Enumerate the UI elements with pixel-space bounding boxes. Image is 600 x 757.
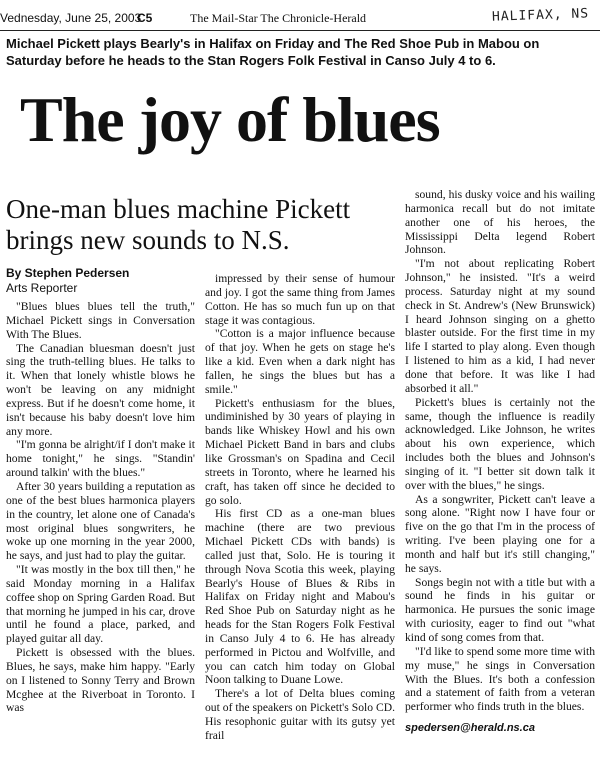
- paragraph: After 30 years building a reputation as one of the best blues harmonica players in the country, let alone one of Canada's most original blues songwriters, he woke up one morning in the year 2000, he says, and just had to play the guitar.: [6, 479, 195, 563]
- header-rule: [0, 30, 600, 31]
- paragraph: The Canadian bluesman doesn't just sing the truth-telling blues. He talks to it. When that lonely whistle blows he won't be leaving on any midnight express. But if he doesn't come home, it isn't because his baby doesn't love him any more.: [6, 341, 195, 438]
- paragraph: Songs begin not with a title but with a sound he finds in his guitar or harmonica. He pursues the sonic image with curiosity, eager to find out "what kind of song comes from that.: [405, 575, 595, 644]
- article-headline: The joy of blues: [20, 84, 440, 155]
- paragraph: "I'd like to spend some more time with my muse," he sings in Conversation With the Blues. It's both a confession and a statement of faith from a veteran performer who finds truth in the blues.: [405, 644, 595, 714]
- text-column-1: [6, 300, 195, 715]
- paragraph: As a songwriter, Pickett can't leave a song alone. "Right now I have four or five on the go that I'm in the process of writing. I've been playing one for a month and half but it's still changing," he says.: [405, 492, 595, 575]
- newspaper-names: The Mail-Star The Chronicle-Herald: [190, 11, 367, 25]
- page-number: C5: [137, 11, 153, 25]
- issue-date: Vednesday, June 25, 2003: [0, 11, 142, 25]
- article-subhead: One-man blues machine Pickett brings new sounds to N.S.: [6, 194, 351, 255]
- paragraph: Pickett's enthusiasm for the blues, undiminished by 30 years of playing in bands like Whiskey Howl and his own Michael Pickett Band in bars and clubs like Grossman's on Spadina and Cecil streets in Toronto, where he learned his craft, has taken off since he decided to go solo.: [205, 396, 395, 507]
- paragraph: Pickett's blues is certainly not the same, though the influence is readily acknowledged. Like Johnson, he writes about his own experience, which includes both the blues and Johnson's singing of it. "I better sit down talk it over with the blues," he sings.: [405, 395, 595, 492]
- paragraph: "Blues blues blues tell the truth," Michael Pickett sings in Conversation With The Blues.: [6, 300, 195, 341]
- article-deck: Michael Pickett plays Bearly's in Halifax on Friday and The Red Shoe Pub in Mabou on Saturday before he heads to the Stan Rogers Folk Festival in Canso July 4 to 6.: [6, 36, 540, 68]
- page-header: [0, 8, 600, 28]
- paragraph: sound, his dusky voice and his wailing harmonica recall but do not imitate another one of his heroes, the Mississippi Delta legend Robert Johnson.: [405, 188, 595, 257]
- paragraph: There's a lot of Delta blues coming out of the speakers on Pickett's Solo CD. His resophonic guitar with its gutsy yet frail: [205, 687, 395, 742]
- byline-title: Arts Reporter: [6, 281, 78, 295]
- paragraph: "I'm not about replicating Robert Johnson," he insisted. "It's a weird process. Saturday night at my sound check in St. Andrew's (New Brunswick) I heard Johnson singing on a ghetto blaster outside. For the first time in my life I started to play along. Even though I listened to him as a kid, I had never done that before. It was like I had absorbed it all.": [405, 257, 595, 395]
- byline-author: By Stephen Pedersen: [6, 266, 130, 280]
- paragraph: His first CD as a one-man blues machine (there are two previous Michael Pickett CDs with bands) is called just that, Solo. He is touring it through Nova Scotia this week, playing Bearly's House of Blues & Ribs in Halifax on Friday night and Mabou's Red Shoe Pub on Saturday night as he heads for the Stan Rogers Folk Festival in Canso July 4 to 6. He has already performed in Pictou and Wolfville, and you can catch him today on Global Noon talking to Duane Lowe.: [205, 507, 395, 687]
- paragraph: Pickett is obsessed with the blues. Blues, he says, make him happy. "Early on I listened to Sonny Terry and Brown Mcghee at the Riverboat in Toronto. I was: [6, 646, 195, 715]
- text-column-3: [405, 188, 595, 736]
- byline: [6, 266, 196, 296]
- paragraph: "I'm gonna be alright/if I don't make it home tonight," he sings. "Standin' around talkin' with the blues.": [6, 438, 195, 480]
- handwritten-location-note: HALIFAX, NS: [491, 6, 590, 25]
- author-email: spedersen@herald.ns.ca: [405, 722, 535, 735]
- paragraph: impressed by their sense of humour and joy. I got the same thing from James Cotton. He has so much fun up on that stage it was contagious.: [205, 272, 395, 327]
- paragraph: "It was mostly in the box till then," he said Monday morning in a Halifax coffee shop on Spring Garden Road. But that morning he jumped in his car, drove until he found a place, parked, and played guitar all day.: [6, 563, 195, 646]
- text-column-2: [205, 272, 395, 743]
- paragraph: "Cotton is a major influence because of that joy. When he gets on stage he's like a kid. Even when a dark night has fallen, he sings the blues but has a smile.": [205, 327, 395, 396]
